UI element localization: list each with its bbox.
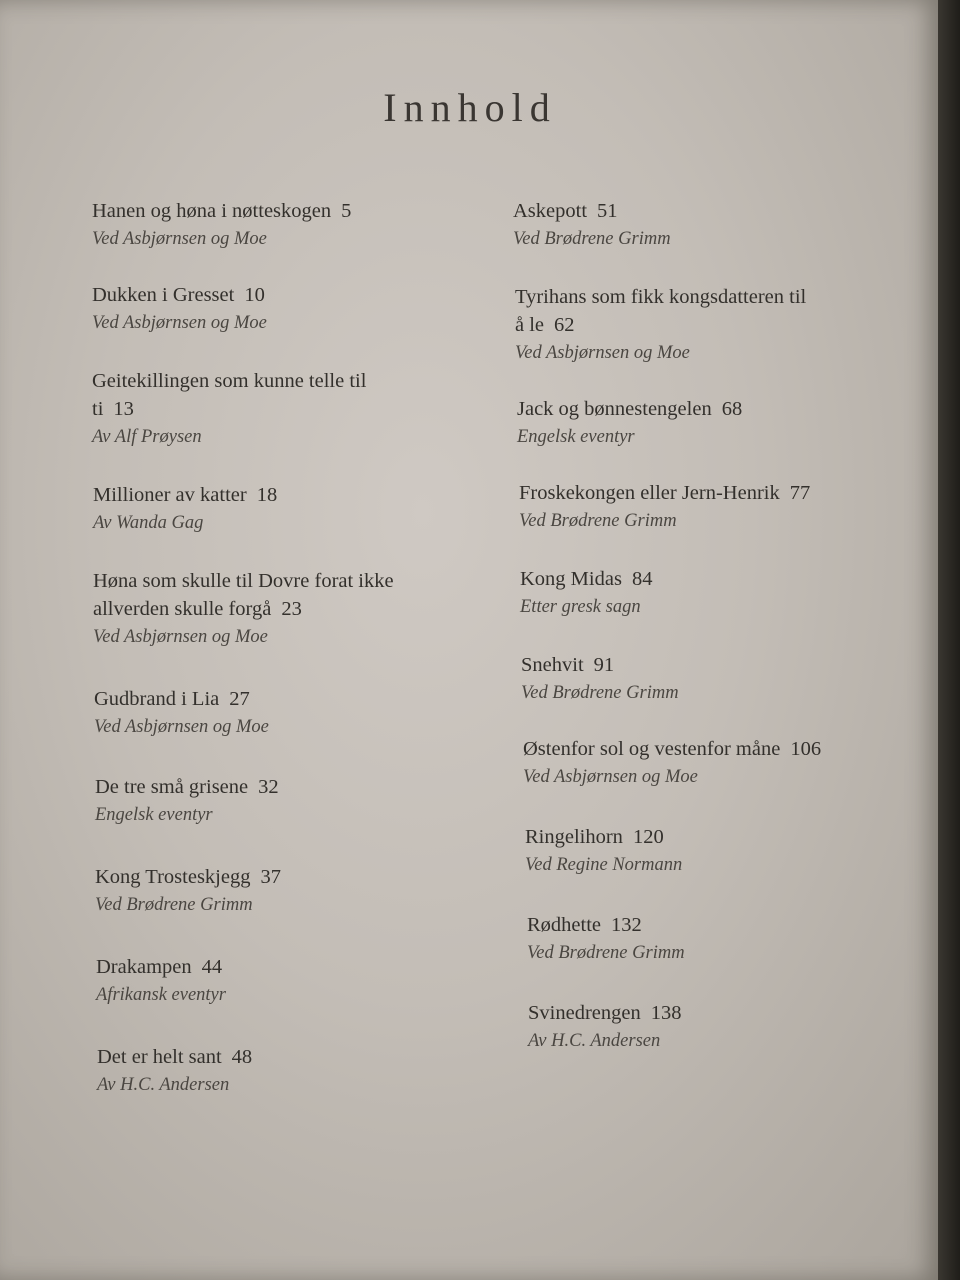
entry-author: Ved Asbjørnsen og Moe bbox=[92, 313, 267, 333]
entry-title: Jack og bønnestengelen 68 bbox=[517, 398, 743, 420]
toc-entry bbox=[517, 395, 857, 451]
entry-page: 23 bbox=[281, 598, 302, 620]
entry-author: Ved Brødrene Grimm bbox=[521, 683, 679, 703]
entry-title: Ringelihorn 120 bbox=[525, 826, 664, 848]
entry-page: 132 bbox=[611, 914, 642, 936]
entry-title-cont: ti 13 bbox=[92, 398, 134, 420]
entry-author: Ved Asbjørnsen og Moe bbox=[93, 627, 268, 647]
toc-entry bbox=[519, 479, 859, 535]
toc-entry bbox=[95, 773, 465, 829]
entry-title: Froskekongen eller Jern-Henrik 77 bbox=[519, 482, 811, 504]
entry-author: Ved Asbjørnsen og Moe bbox=[523, 767, 698, 787]
entry-page: 13 bbox=[113, 398, 134, 420]
entry-author: Ved Brødrene Grimm bbox=[513, 229, 671, 249]
toc-entry bbox=[515, 283, 855, 367]
entry-title: Askepott 51 bbox=[513, 200, 618, 222]
entry-author: Ved Asbjørnsen og Moe bbox=[92, 229, 267, 249]
toc-entry bbox=[92, 197, 462, 253]
entry-title: Kong Trosteskjegg 37 bbox=[95, 866, 281, 888]
book-edge-shadow bbox=[938, 0, 960, 1280]
entry-title: Kong Midas 84 bbox=[520, 568, 653, 590]
entry-author: Ved Brødrene Grimm bbox=[95, 895, 253, 915]
entry-page: 138 bbox=[650, 1002, 682, 1024]
entry-page: 10 bbox=[244, 284, 265, 306]
entry-author: Ved Asbjørnsen og Moe bbox=[515, 343, 690, 363]
entry-author: Ved Brødrene Grimm bbox=[527, 943, 685, 963]
entry-author: Engelsk eventyr bbox=[517, 427, 635, 447]
entry-title: Høna som skulle til Dovre forat ikke bbox=[93, 570, 394, 592]
entry-page: 62 bbox=[554, 314, 575, 336]
entry-author: Etter gresk sagn bbox=[520, 597, 641, 617]
entry-title: Rødhette 132 bbox=[527, 914, 642, 936]
toc-entry bbox=[527, 911, 867, 967]
toc-entry bbox=[97, 1043, 467, 1099]
entry-page: 68 bbox=[721, 398, 743, 420]
entry-page: 37 bbox=[260, 866, 281, 888]
entry-title: Geitekillingen som kunne telle til bbox=[92, 370, 367, 392]
entry-author: Afrikansk eventyr bbox=[96, 985, 226, 1005]
entry-page: 106 bbox=[790, 738, 822, 760]
entry-author: Ved Asbjørnsen og Moe bbox=[94, 717, 269, 737]
entry-page: 27 bbox=[229, 688, 250, 710]
entry-title: Gudbrand i Lia 27 bbox=[94, 688, 250, 710]
toc-entry bbox=[93, 481, 463, 537]
toc-entry bbox=[525, 823, 865, 879]
entry-page: 84 bbox=[631, 568, 653, 590]
entry-title: De tre små grisene 32 bbox=[95, 776, 279, 798]
entry-title: Millioner av katter 18 bbox=[93, 484, 278, 506]
entry-title: Tyrihans som fikk kongsdatteren til bbox=[515, 286, 807, 308]
entry-author: Av H.C. Andersen bbox=[528, 1031, 661, 1051]
entry-title: Dukken i Gresset 10 bbox=[92, 284, 265, 306]
toc-entry bbox=[92, 281, 462, 337]
toc-entry bbox=[513, 197, 853, 253]
entry-page: 18 bbox=[256, 484, 278, 506]
toc-entry bbox=[94, 685, 464, 741]
entry-title: Svinedrengen 138 bbox=[528, 1002, 682, 1024]
entry-title-cont: allverden skulle forgå 23 bbox=[93, 598, 302, 620]
entry-title: Det er helt sant 48 bbox=[97, 1046, 253, 1068]
toc-entry bbox=[92, 367, 462, 451]
entry-page: 51 bbox=[597, 200, 618, 222]
entry-author: Av Alf Prøysen bbox=[92, 427, 202, 447]
entry-page: 91 bbox=[593, 654, 615, 676]
entry-author: Ved Regine Normann bbox=[525, 855, 683, 875]
toc-entry bbox=[95, 863, 465, 919]
entry-author: Engelsk eventyr bbox=[95, 805, 213, 825]
entry-title: Østenfor sol og vestenfor måne 106 bbox=[523, 738, 822, 760]
entry-author: Ved Brødrene Grimm bbox=[519, 511, 677, 531]
toc-entry bbox=[96, 953, 466, 1009]
toc-entry bbox=[521, 651, 861, 707]
entry-page: 32 bbox=[258, 776, 279, 798]
toc-entry bbox=[528, 999, 868, 1055]
entry-page: 48 bbox=[231, 1046, 253, 1068]
entry-page: 44 bbox=[201, 956, 223, 978]
entry-title: Drakampen 44 bbox=[96, 956, 223, 978]
entry-title: Snehvit 91 bbox=[521, 654, 615, 676]
entry-author: Av Wanda Gag bbox=[93, 513, 204, 533]
entry-page: 5 bbox=[341, 200, 352, 222]
toc-entry bbox=[93, 567, 463, 651]
toc-entry bbox=[520, 565, 860, 621]
entry-title-cont: å le 62 bbox=[515, 314, 575, 336]
entry-author: Av H.C. Andersen bbox=[97, 1075, 230, 1095]
toc-entry bbox=[523, 735, 863, 791]
entry-title: Hanen og høna i nøtteskogen 5 bbox=[92, 200, 352, 222]
entry-page: 120 bbox=[632, 826, 664, 848]
entry-page: 77 bbox=[789, 482, 811, 504]
page-title: Innhold bbox=[383, 85, 557, 130]
